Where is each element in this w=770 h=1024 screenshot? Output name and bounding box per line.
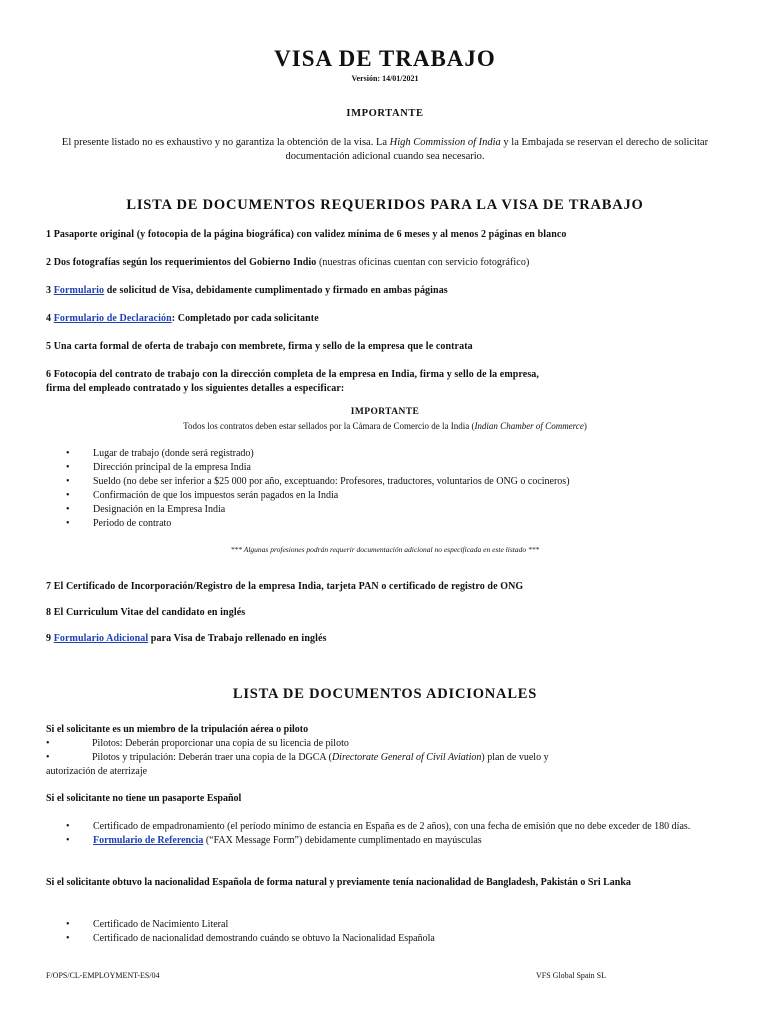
bullet-icon: • [66,821,70,832]
formulario-adicional-link[interactable]: Formulario Adicional [53,633,149,644]
required-item-8: 8 El Curriculum Vitae del candidato en inglés [46,607,246,618]
important-heading: IMPORTANTE [346,108,424,119]
crew-bullet-2-text-end: ) plan de vuelo y [481,752,549,763]
required-item-4 [46,312,736,326]
stamp-note-italic: Indian Chamber of Commerce [474,421,584,431]
intro-text-end: y la Embajada se reservan el derecho de solicitar documentación adicional cuando sea necesario. [285,137,709,162]
item-3-number: 3 [46,285,54,296]
stamp-note-start: Todos los contratos deben estar sellados por la Cámara de Comercio de la India ( [183,421,475,431]
list-item-text: Designación en la Empresa India [93,504,226,515]
bullet-icon: • [46,752,50,763]
contract-details-list [66,447,726,531]
bullet-icon: • [66,835,70,846]
list-item-text: Certificado de Nacimiento Literal [93,919,229,930]
footer-document-code: F/OPS/CL-EMPLOYMENT-ES/04 [46,971,160,980]
list-item-text: Certificado de nacionalidad demostrando cuándo se obtuvo la Nacionalidad Española [93,933,435,944]
natural-nationality-list [66,918,726,946]
formulario-referencia-link[interactable]: Formulario de Referencia [93,835,204,846]
footer-company: VFS Global Spain SL [536,971,607,980]
no-passport-list [66,820,726,848]
bullet-icon: • [66,462,70,473]
list-item-text: Sueldo (no debe ser inferior a $25 000 por año, exceptuando: Profesores, traductores, voluntarios de ONG o cocineros) [93,476,570,487]
list-item [66,461,726,475]
list-item-text: Confirmación de que los impuestos serán pagados en la India [93,490,339,501]
list-item [66,517,726,531]
list-item [66,932,726,946]
item-6-line-1: 6 Fotocopia del contrato de trabajo con la dirección completa de la empresa en India, firma y sello de la empresa, [46,369,540,380]
stamp-note-end: ) [583,421,587,431]
item-3-text: de solicitud de Visa, debidamente cumplimentado y firmado en ambas páginas [104,285,448,296]
item-9-number: 9 [46,633,54,644]
required-item-1: 1 Pasaporte original (y fotocopia de la página biográfica) con validez mínima de 6 meses y al menos 2 páginas en blanco [46,229,567,240]
list-item-text: Lugar de trabajo (donde será registrado) [93,448,254,459]
item-2-normal: (nuestras oficinas cuentan con servicio fotográfico) [316,257,530,268]
required-item-5: 5 Una carta formal de oferta de trabajo con membrete, firma y sello de la empresa que le contrata [46,341,473,352]
list-item [66,475,726,489]
list-item-text: Dirección principal de la empresa India [93,462,251,473]
contract-stamp-note [0,421,770,431]
no-passport-heading: Si el solicitante no tiene un pasaporte Español [46,793,242,804]
contract-important-heading: IMPORTANTE [350,407,420,417]
list-item [66,489,726,503]
crew-heading: Si el solicitante es un miembro de la tripulación aérea o piloto [46,724,309,735]
intro-text-start: El presente listado no es exhaustivo y no garantiza la obtención de la visa. La [61,137,390,148]
list-item [66,918,726,932]
required-item-7: 7 El Certificado de Incorporación/Registro de la empresa India, tarjeta PAN o certificado de registro de ONG [46,581,524,592]
list-item-text: Certificado de empadronamiento (el período mínimo de estancia en España es de 2 años), con una fecha de emisión que no debe exceder de 180 días. [93,821,691,832]
item-9-text: para Visa de Trabajo rellenado en inglés [148,633,327,644]
required-item-6 [46,368,736,396]
list-item-text: Periodo de contrato [93,518,172,529]
list-item-text: (“FAX Message Form”) debidamente cumplimentado en mayúsculas [203,835,482,846]
crew-bullet-1 [46,737,726,751]
item-4-number: 4 [46,313,54,324]
additional-documents-heading: LISTA DE DOCUMENTOS ADICIONALES [232,686,538,702]
natural-nationality-heading: Si el solicitante obtuvo la nacionalidad Española de forma natural y previamente tenía nacionalidad de Bangladesh, Pakistán o Sri Lanka [46,877,631,888]
bullet-icon: • [46,738,50,749]
version-label: Versión: 14/01/2021 [351,74,419,83]
formulario-declaracion-link[interactable]: Formulario de Declaración [53,313,172,324]
bullet-icon: • [66,490,70,501]
list-item [66,503,726,517]
required-item-3 [46,284,736,298]
list-item [66,447,726,461]
bullet-icon: • [66,448,70,459]
bullet-icon: • [66,933,70,944]
document-title: VISA DE TRABAJO [274,46,496,71]
intro-text-italic: High Commission of India [389,137,501,148]
additional-docs-note: *** Algunas profesiones podrán requerir documentación adicional no especificada en este listado *** [230,545,540,554]
list-item [66,820,726,834]
bullet-icon: • [66,518,70,529]
crew-bullet-1-text: Pilotos: Deberán proporcionar una copia de su licencia de piloto [92,738,349,749]
crew-bullet-2 [46,751,726,765]
required-documents-heading: LISTA DE DOCUMENTOS REQUERIDOS PARA LA VISA DE TRABAJO [126,197,644,213]
item-6-line-2: firma del empleado contratado y los siguientes detalles a especificar: [46,383,345,394]
item-2-bold: 2 Dos fotografías según los requerimientos del Gobierno Indio [46,257,317,268]
item-4-text: : Completado por cada solicitante [171,313,319,324]
crew-bullet-2-text-start: Pilotos y tripulación: Deberán traer una copia de la DGCA ( [92,752,332,763]
formulario-link[interactable]: Formulario [53,285,105,296]
intro-paragraph [45,136,725,164]
required-item-9 [46,632,736,646]
crew-bullet-2-continuation: autorización de aterrizaje [46,766,148,777]
bullet-icon: • [66,476,70,487]
bullet-icon: • [66,919,70,930]
crew-bullet-2-italic: Directorate General of Civil Aviation [331,752,482,763]
required-item-2 [46,256,736,270]
bullet-icon: • [66,504,70,515]
list-item [66,834,726,848]
